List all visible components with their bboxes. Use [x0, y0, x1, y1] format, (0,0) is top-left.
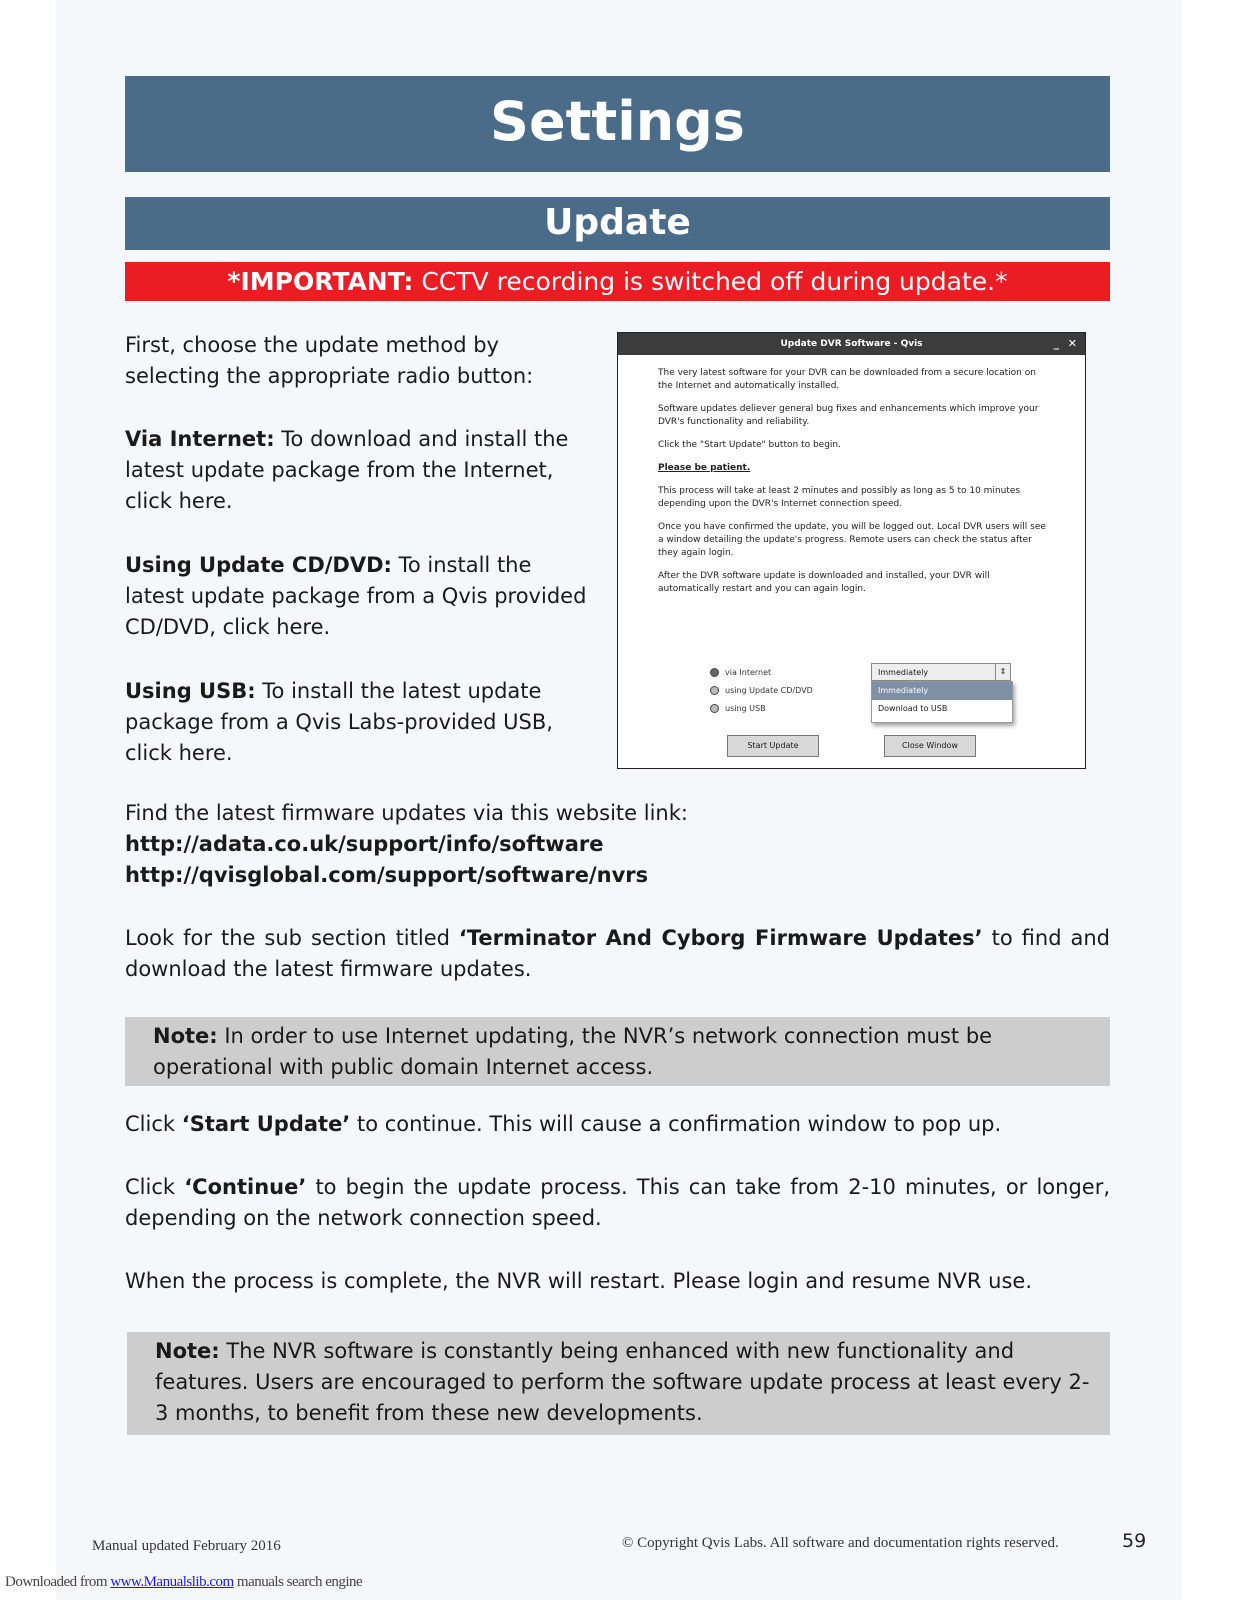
- dropdown-option[interactable]: Download to USB: [878, 704, 948, 713]
- manualslib-link[interactable]: www.Manualslib.com: [110, 1574, 234, 1590]
- note-box: [125, 1017, 1110, 1086]
- section-name: ‘Terminator And Cyborg Firmware Updates’: [458, 926, 983, 950]
- radio-usb[interactable]: [710, 699, 813, 717]
- continue-paragraph: [125, 1172, 1110, 1234]
- note-label: Note:: [153, 1024, 218, 1048]
- note-text: The NVR software is constantly being enhanced with new functionality and features. Users are encouraged to perform the software update process at least every 2-3 months, to benefit from these new developments.: [155, 1339, 1090, 1425]
- dialog-paragraph: Software updates deliever general bug fixes and enhancements which improve your DVR's functionality and reliability.: [658, 404, 1039, 427]
- text-span: Click: [125, 1112, 182, 1136]
- dropdown-option[interactable]: Immediately: [872, 682, 1012, 700]
- text-span: Click: [125, 1175, 185, 1199]
- option-label: Via Internet:: [125, 427, 275, 451]
- intro-paragraph: First, choose the update method by selecting the appropriate radio button:: [125, 333, 534, 388]
- radio-label: using Update CD/DVD: [725, 685, 813, 695]
- page-title: Settings: [125, 76, 1110, 172]
- button-reference: ‘Continue’: [184, 1175, 307, 1199]
- dialog-paragraph: This process will take at least 2 minutes and possibly as long as 5 to 10 minutes depending upon the DVR's Internet connection speed.: [658, 486, 1021, 509]
- complete-paragraph: When the process is complete, the NVR will restart. Please login and resume NVR use.: [125, 1269, 1032, 1293]
- important-banner: [125, 262, 1110, 301]
- close-icon[interactable]: ✕: [1067, 337, 1077, 350]
- look-for-paragraph: [125, 923, 1110, 985]
- option-via-internet[interactable]: [125, 424, 595, 517]
- text-span: manuals search engine: [233, 1574, 363, 1590]
- start-update-button[interactable]: Start Update: [727, 735, 819, 757]
- update-dialog-screenshot: [617, 332, 1086, 769]
- radio-icon: [710, 686, 719, 695]
- start-update-paragraph: [125, 1109, 1110, 1140]
- footer-copyright: © Copyright Qvis Labs. All software and documentation rights reserved.: [622, 1535, 1059, 1551]
- radio-icon: [710, 704, 719, 713]
- option-text: To install the latest update package from a Qvis Labs-provided USB, click here.: [125, 679, 553, 765]
- text-span: Downloaded from: [5, 1574, 111, 1590]
- footer-updated: Manual updated February 2016: [92, 1538, 281, 1554]
- important-label: *IMPORTANT:: [227, 267, 414, 296]
- dialog-patient-heading: Please be patient.: [658, 463, 751, 473]
- option-cd-dvd[interactable]: [125, 550, 595, 643]
- note-box: [127, 1332, 1110, 1435]
- option-label: Using Update CD/DVD:: [125, 553, 392, 577]
- radio-label: using USB: [725, 703, 766, 713]
- note-label: Note:: [155, 1339, 220, 1363]
- close-window-button[interactable]: Close Window: [884, 735, 976, 757]
- page-number: 59: [1122, 1530, 1147, 1552]
- dialog-paragraph: Click the "Start Update" button to begin.: [658, 440, 841, 450]
- button-reference: ‘Start Update’: [181, 1112, 351, 1136]
- section-title: Update: [125, 197, 1110, 250]
- dialog-paragraph: The very latest software for your DVR can be downloaded from a secure location on the Internet and automatically installed.: [658, 368, 1036, 391]
- important-text: CCTV recording is switched off during update.*: [413, 267, 1008, 296]
- option-text: To download and install the latest update package from the Internet, click here.: [125, 427, 569, 513]
- minimize-icon[interactable]: _: [1053, 337, 1059, 350]
- text-span: to find and download the latest firmware updates.: [125, 926, 1111, 981]
- radio-cd-dvd[interactable]: [710, 681, 813, 699]
- update-method-radios: [710, 663, 813, 717]
- option-text: To install the latest update package from a Qvis provided CD/DVD, click here.: [125, 553, 587, 639]
- dialog-paragraph: After the DVR software update is downloaded and installed, your DVR will automatically restart and you can again login.: [658, 571, 990, 594]
- radio-label: via Internet: [725, 667, 772, 677]
- schedule-select-value: Immediately: [878, 668, 929, 677]
- firmware-link[interactable]: http://adata.co.uk/support/info/software: [125, 832, 604, 856]
- radio-via-internet[interactable]: [710, 663, 813, 681]
- schedule-select[interactable]: [871, 663, 1011, 681]
- radio-selected-icon: [710, 668, 719, 677]
- text-span: Look for the sub section titled: [125, 926, 459, 950]
- text-span: to begin the update process. This can take from 2-10 minutes, or longer, depending on the network connection speed.: [125, 1175, 1111, 1230]
- dialog-titlebar: [618, 333, 1085, 355]
- links-intro: Find the latest firmware updates via this website link:: [125, 801, 688, 825]
- dialog-title: Update DVR Software - Qvis: [780, 339, 923, 349]
- option-usb[interactable]: [125, 676, 595, 769]
- option-label: Using USB:: [125, 679, 256, 703]
- dialog-body: [658, 367, 1053, 606]
- schedule-dropdown: [871, 681, 1013, 723]
- chevron-down-icon[interactable]: ⇕: [995, 664, 1010, 680]
- dialog-paragraph: Once you have confirmed the update, you will be logged out. Local DVR users will see a window detailing the update's progress. Remote users can check the status after they again login.: [658, 522, 1046, 558]
- firmware-link[interactable]: http://qvisglobal.com/support/software/nvrs: [125, 863, 649, 887]
- note-text: In order to use Internet updating, the NVR’s network connection must be operational with public domain Internet access.: [153, 1024, 993, 1079]
- text-span: to continue. This will cause a confirmation window to pop up.: [350, 1112, 1002, 1136]
- download-credit: [5, 1574, 362, 1591]
